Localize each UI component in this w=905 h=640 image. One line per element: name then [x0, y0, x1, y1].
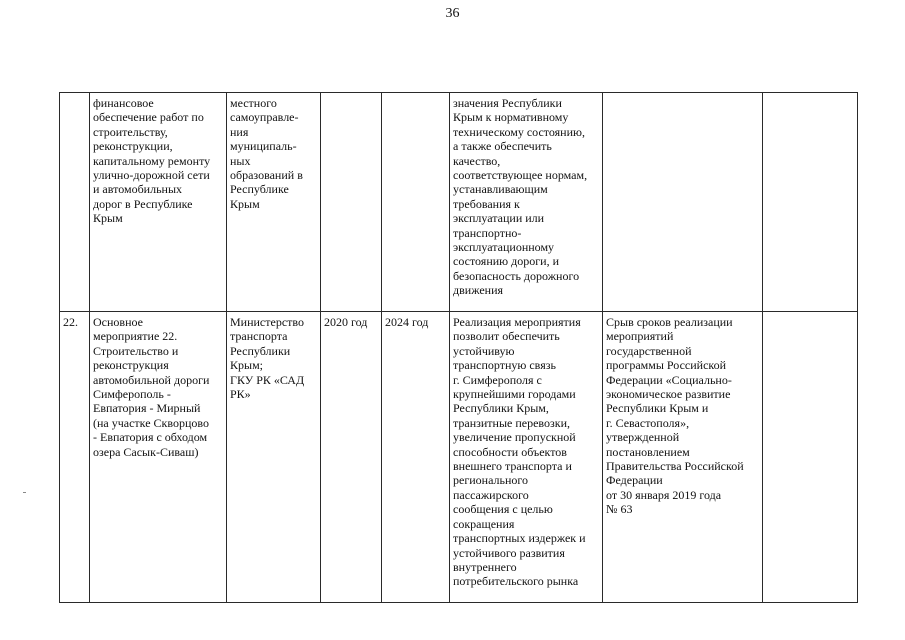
- cell-text-line: Республики: [230, 343, 291, 358]
- cell-text-line: г. Симферополя с: [453, 372, 542, 387]
- cell-text-line: государственной: [606, 343, 692, 358]
- cell-text-line: эксплуатационному: [453, 240, 555, 255]
- cell-event: [90, 93, 227, 312]
- cell-text-line: Реализация мероприятия: [453, 315, 581, 329]
- cell-link: [763, 312, 858, 603]
- cell-text-line: РК»: [230, 387, 251, 402]
- cell-text-line: требования к: [453, 196, 520, 211]
- program-events-table: [59, 92, 858, 603]
- cell-text-line: ния: [230, 124, 249, 139]
- cell-text-line: программы Российской: [606, 358, 727, 373]
- cell-text-line: значения Республики: [453, 96, 562, 110]
- cell-text-line: эксплуатации или: [453, 211, 545, 226]
- table-row: [60, 93, 858, 312]
- cell-text-line: строительству,: [93, 124, 168, 139]
- cell-text-line: от 30 января 2019 года: [606, 487, 722, 502]
- cell-text-line: транзитные перевозки,: [453, 415, 571, 430]
- cell-text-line: обеспечение работ по: [93, 110, 204, 125]
- cell-text-line: № 63: [606, 502, 633, 517]
- cell-text-line: реконструкции,: [93, 139, 173, 154]
- cell-text-line: мероприятие 22.: [93, 329, 178, 344]
- cell-text-line: экономическое развитие: [606, 387, 731, 402]
- cell-number: 22.: [60, 312, 90, 603]
- cell-consequence: [603, 93, 763, 312]
- cell-text-line: техническому состоянию,: [453, 124, 585, 139]
- cell-text-line: Министерство: [230, 315, 304, 329]
- cell-text-line: Крым: [230, 196, 260, 211]
- scan-artifact: [23, 492, 26, 493]
- cell-expected-result: [450, 93, 603, 312]
- cell-text-line: транспортно-: [453, 225, 522, 240]
- cell-text-line: и автомобильных: [93, 182, 183, 197]
- cell-text-line: Федерации: [606, 473, 663, 488]
- cell-text-line: транспортную связь: [453, 358, 556, 373]
- cell-text-line: Республике: [230, 182, 289, 197]
- cell-text-line: автомобильной дороги: [93, 372, 210, 387]
- cell-executor: [227, 93, 321, 312]
- cell-text-line: Строительство и: [93, 343, 179, 358]
- cell-start-year: 2020 год: [321, 312, 382, 603]
- cell-text-line: утвержденной: [606, 430, 680, 445]
- cell-text-line: регионального: [453, 473, 529, 488]
- cell-expected-result: [450, 312, 603, 603]
- cell-text-line: образований в: [230, 168, 303, 183]
- cell-text-line: Крым;: [230, 358, 263, 373]
- cell-end-year: 2024 год: [382, 312, 450, 603]
- cell-text-line: движения: [453, 283, 504, 298]
- cell-text-line: Симферополь -: [93, 387, 171, 402]
- cell-text-line: Федерации «Социально-: [606, 372, 732, 387]
- cell-text-line: г. Севастополя»,: [606, 415, 690, 430]
- cell-text-line: внутреннего: [453, 559, 517, 574]
- cell-text-line: Республики Крым и: [606, 401, 709, 416]
- cell-text-line: местного: [230, 96, 277, 110]
- cell-text-line: капитальному ремонту: [93, 153, 211, 168]
- cell-text-line: способности объектов: [453, 444, 567, 459]
- cell-text-line: транспорта: [230, 329, 288, 344]
- cell-text-line: позволит обеспечить: [453, 329, 560, 344]
- cell-consequence: [603, 312, 763, 603]
- cell-text-line: мероприятий: [606, 329, 674, 344]
- cell-event: [90, 312, 227, 603]
- cell-text-line: устойчивую: [453, 343, 515, 358]
- cell-text-line: Основное: [93, 315, 143, 329]
- cell-text-line: финансовое: [93, 96, 154, 110]
- cell-start-year: [321, 93, 382, 312]
- cell-text-line: внешнего транспорта и: [453, 459, 572, 474]
- cell-text-line: устанавливающим: [453, 182, 548, 197]
- page-number: 36: [445, 6, 460, 21]
- cell-text-line: Крым к нормативному: [453, 110, 569, 125]
- cell-text-line: улично-дорожной сети: [93, 168, 210, 183]
- cell-text-line: устойчивого развития: [453, 545, 565, 560]
- cell-text-line: Республики Крым,: [453, 401, 549, 416]
- cell-text-line: ГКУ РК «САД: [230, 372, 305, 387]
- cell-text-line: дорог в Республике: [93, 196, 193, 211]
- cell-text-line: а также обеспечить: [453, 139, 552, 154]
- cell-text-line: Правительства Российской: [606, 459, 744, 474]
- table-row: [60, 312, 858, 603]
- cell-text-line: Крым: [93, 211, 123, 226]
- cell-end-year: [382, 93, 450, 312]
- cell-text-line: муниципаль-: [230, 139, 297, 154]
- cell-text-line: состоянию дороги, и: [453, 254, 560, 269]
- cell-text-line: ных: [230, 153, 251, 168]
- cell-executor: [227, 312, 321, 603]
- cell-number: [60, 93, 90, 312]
- cell-text-line: крупнейшими городами: [453, 387, 576, 402]
- cell-text-line: постановлением: [606, 444, 690, 459]
- cell-text-line: озера Сасык-Сиваш): [93, 444, 199, 459]
- cell-text-line: Срыв сроков реализации: [606, 315, 733, 329]
- cell-text-line: реконструкция: [93, 358, 169, 373]
- cell-text-line: соответствующее нормам,: [453, 168, 588, 183]
- cell-text-line: самоуправле-: [230, 110, 299, 125]
- cell-text-line: сообщения с целью: [453, 502, 553, 517]
- cell-text-line: пассажирского: [453, 487, 529, 502]
- cell-text-line: потребительского рынка: [453, 574, 579, 589]
- cell-text-line: сокращения: [453, 516, 515, 531]
- cell-text-line: качество,: [453, 153, 501, 168]
- cell-text-line: - Евпатория с обходом: [93, 430, 208, 445]
- cell-text-line: (на участке Скворцово: [93, 415, 209, 430]
- cell-text-line: увеличение пропускной: [453, 430, 576, 445]
- cell-text-line: транспортных издержек и: [453, 531, 586, 546]
- cell-text-line: безопасность дорожного: [453, 268, 580, 283]
- cell-link: [763, 93, 858, 312]
- cell-text-line: Евпатория - Мирный: [93, 401, 201, 416]
